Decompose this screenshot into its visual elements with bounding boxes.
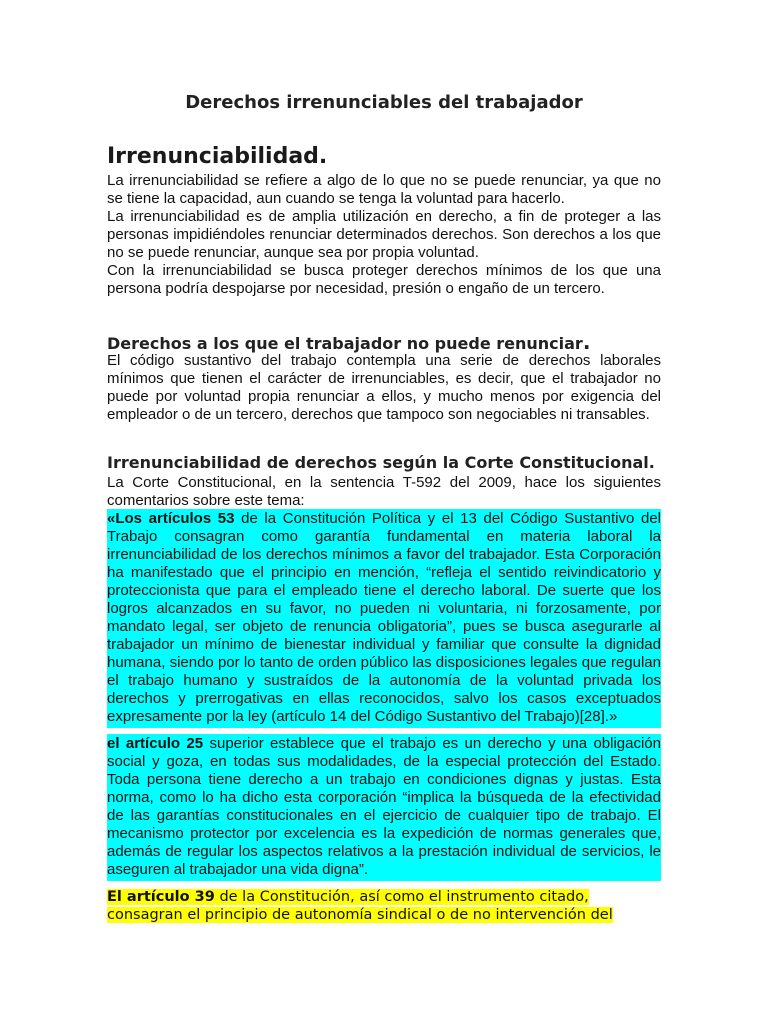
paragraph: La irrenunciabilidad se refiere a algo de lo que no se puede renunciar, ya que no se tiene la capacidad, aun cuando se tenga la voluntad para hacerlo. bbox=[107, 172, 661, 207]
section-heading-corte: Irrenunciabilidad de derechos según la Corte Constitucional. bbox=[107, 453, 655, 472]
highlighted-article-39 bbox=[107, 887, 635, 925]
section-heading-derechos bbox=[107, 330, 590, 354]
section-1-body bbox=[107, 172, 661, 298]
article-25-text: superior establece que el trabajo es un derecho y una obligación social y goza, en todas sus modalidades, de la especial protección del Estado. Toda persona tiene derecho a un trabajo en condiciones dignas y justas. Esta norma, como lo ha dicho esta corporación “implica la búsqueda de la efectividad de las garantías constitucionales en el ejercicio de cualquier tipo de trabajo. El mecanismo protector por excelencia es la expedición de normas generales que, además de regular los aspectos relativos a la prestación individual de servicios, le aseguren al trabajador una vida digna”. bbox=[107, 735, 661, 878]
quote-bold-lead: «Los artículos 53 bbox=[107, 510, 235, 527]
document-title: Derechos irrenunciables del trabajador bbox=[185, 92, 583, 113]
article-25-bold-lead: el artículo 25 bbox=[107, 735, 204, 752]
highlighted-quote bbox=[107, 509, 661, 728]
highlighted-article-25 bbox=[107, 734, 661, 881]
paragraph: El código sustantivo del trabajo contempla una serie de derechos laborales mínimos que tienen el carácter de irrenunciables, es decir, que el trabajador no puede por voluntad propia renunciar a ellos, y mucho menos por exigencia del empleador o de un tercero, derechos que tampoco son negociables ni transables. bbox=[107, 352, 661, 423]
paragraph: Con la irrenunciabilidad se busca proteger derechos mínimos de los que una persona podría despojarse por necesidad, presión o engaño de un tercero. bbox=[107, 262, 661, 297]
article-39-highlight bbox=[107, 889, 613, 923]
paragraph: La Corte Constitucional, en la sentencia T-592 del 2009, hace los siguientes comentarios sobre este tema: bbox=[107, 474, 661, 509]
article-39-text: de la Constitución, así como el instrumento citado, consagran el principio de autonomía sindical o de no intervención del bbox=[107, 889, 613, 923]
paragraph: La irrenunciabilidad es de amplia utilización en derecho, a fin de proteger a las personas impidiéndoles renunciar determinados derechos. Son derechos a los que no se puede renunciar, aunque sea por propia voluntad. bbox=[107, 208, 661, 261]
article-39-bold-lead: El artículo 39 bbox=[107, 889, 215, 905]
heading-dot: . bbox=[582, 330, 591, 354]
quote-text: de la Constitución Política y el 13 del Código Sustantivo del Trabajo consagran como garantía fundamental en materia laboral la irrenunciabilidad de los derechos mínimos a favor del trabajador. Esta Corporación ha manifestado que el principio en mención, “refleja el sentido reivindicatorio y proteccionista que para el empleado tiene el derecho laboral. De suerte que los logros alcanzados en su favor, no pueden ni voluntaria, ni forzosamente, por mandato legal, ser objeto de renuncia obligatoria”, pues se busca asegurarle al trabajador un mínimo de bienestar individual y familiar que consulte la dignidad humana, siendo por lo tanto de orden público las disposiciones legales que regulan el trabajo humano y sustraídos de la autonomía de la voluntad privada los derechos y prerrogativas en ellas reconocidos, salvo los casos exceptuados expresamente por la ley (artículo 14 del Código Sustantivo del Trabajo)[28].» bbox=[107, 510, 661, 725]
heading-text: Derechos a los que el trabajador no puede renunciar bbox=[107, 334, 583, 353]
section-heading-irrenunciabilidad: Irrenunciabilidad. bbox=[107, 144, 328, 169]
